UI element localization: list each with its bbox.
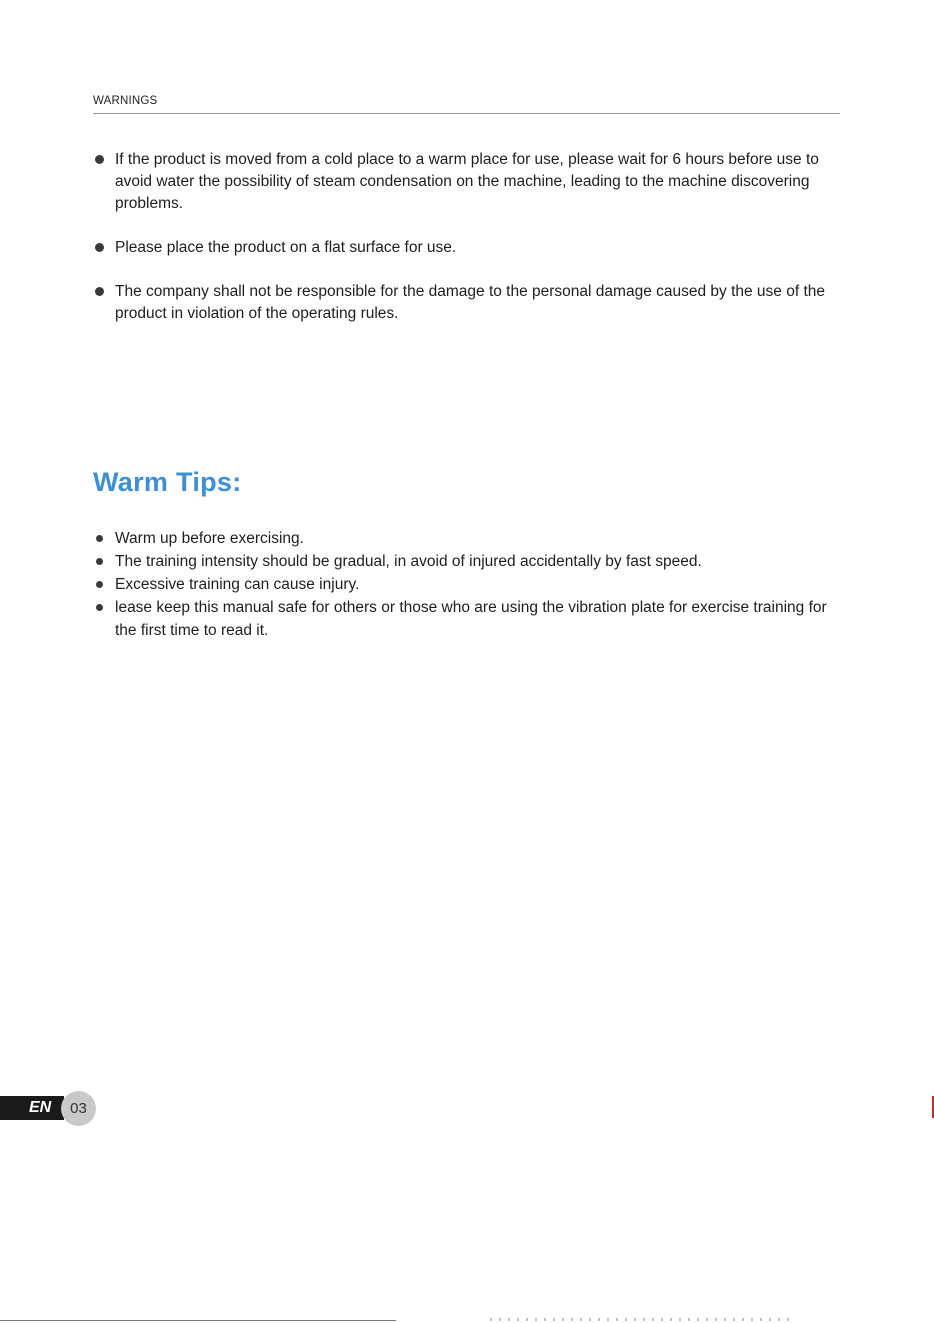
tip-item	[93, 527, 843, 550]
page-number: 03	[70, 1100, 87, 1117]
warnings-list	[93, 149, 843, 347]
bullet-icon	[95, 287, 104, 296]
running-header: WARNINGS	[93, 95, 158, 107]
bullet-icon	[96, 604, 103, 611]
bottom-print-marks	[490, 1318, 790, 1321]
header-divider	[93, 113, 840, 114]
tip-text: The training intensity should be gradual, in avoid of injured accidentally by fast speed.	[115, 553, 702, 570]
bullet-icon	[96, 558, 103, 565]
tip-text: lease keep this manual safe for others or those who are using the vibration plate for exercise training for the first time to read it.	[115, 599, 827, 639]
warning-item	[93, 281, 843, 325]
warning-item	[93, 237, 843, 259]
warning-text: Please place the product on a flat surface for use.	[115, 239, 457, 256]
tips-heading: Warm Tips:	[93, 467, 242, 497]
bullet-icon	[95, 243, 104, 252]
tip-text: Warm up before exercising.	[115, 530, 304, 547]
tip-item	[93, 596, 843, 642]
warning-text: If the product is moved from a cold place to a warm place for use, please wait for 6 hours before use to avoid water the possibility of steam condensation on the machine, leading to the machine discovering problems.	[115, 151, 819, 212]
bottom-divider	[0, 1320, 396, 1321]
warning-item	[93, 149, 843, 215]
tip-text: Excessive training can cause injury.	[115, 576, 360, 593]
bullet-icon	[95, 155, 104, 164]
bullet-icon	[96, 581, 103, 588]
language-label: EN	[29, 1099, 52, 1116]
bullet-icon	[96, 535, 103, 542]
tip-item	[93, 573, 843, 596]
tips-list	[93, 527, 843, 642]
tip-item	[93, 550, 843, 573]
warning-text: The company shall not be responsible for the damage to the personal damage caused by the use of the product in violation of the operating rules.	[115, 283, 826, 322]
